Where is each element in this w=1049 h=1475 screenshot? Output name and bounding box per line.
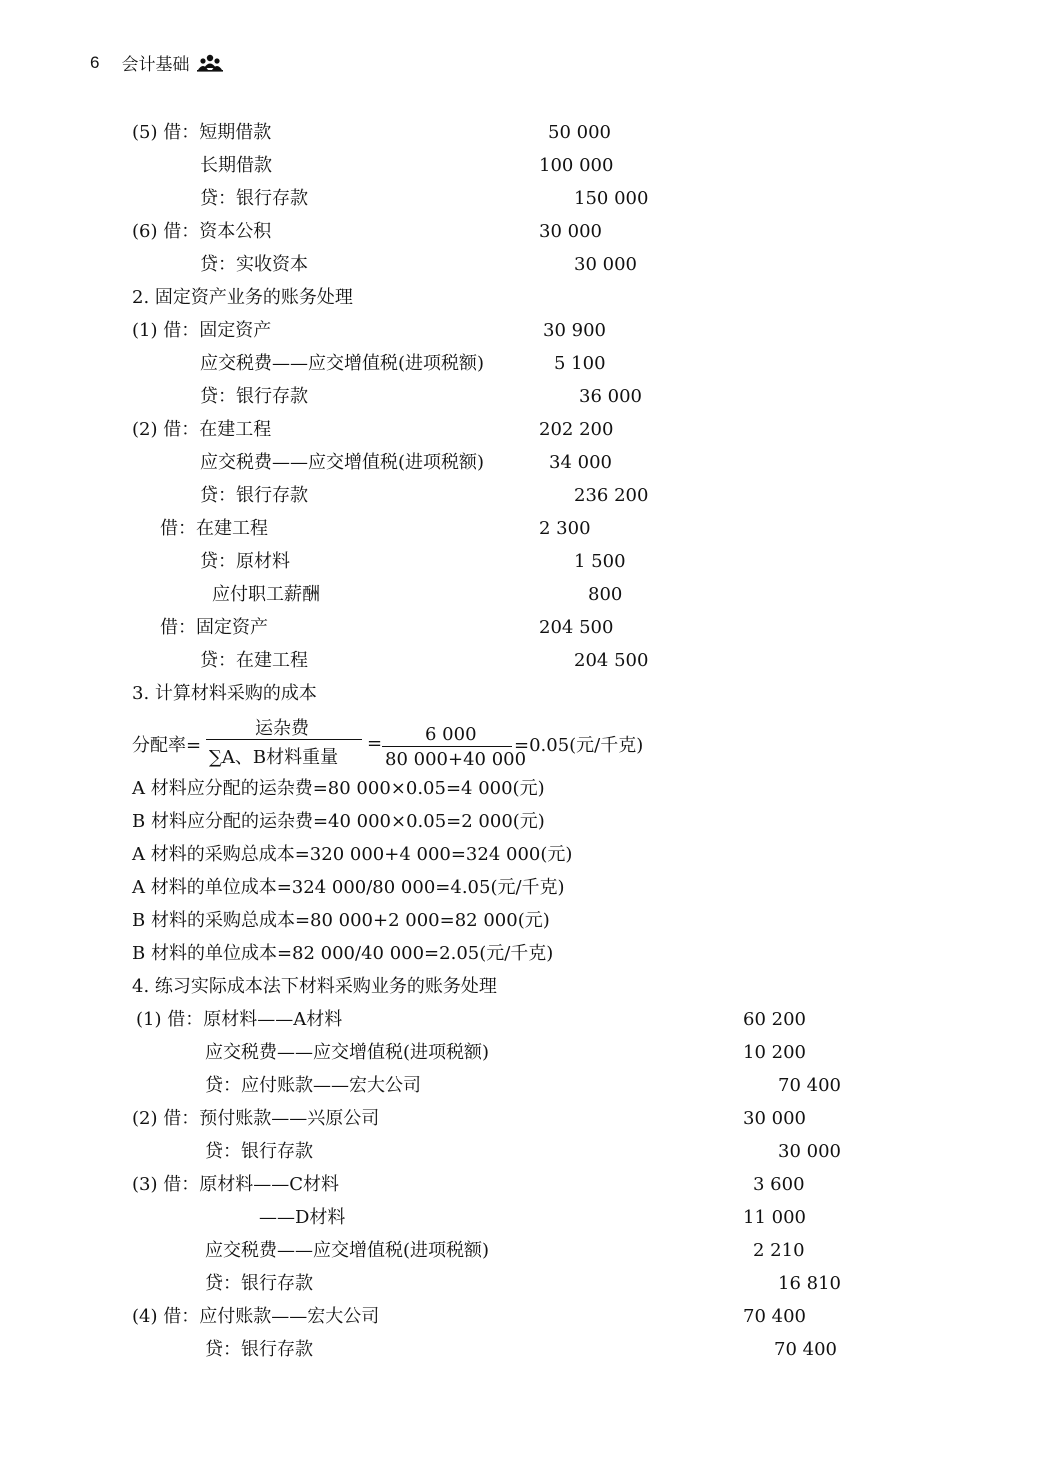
amount: 30 000 [743,1108,806,1129]
amount: 5 100 [554,353,606,374]
amount: 70 400 [778,1075,841,1096]
journal-line: 贷：银行存款 [200,188,308,209]
journal-line: 贷：应付账款——宏大公司 [205,1075,421,1096]
journal-line: (2) 借：在建工程 [132,419,272,440]
formula-denominator-2: 80 000+40 000 [385,749,527,770]
journal-line: (5) 借：短期借款 [132,122,272,143]
amount: 11 000 [743,1207,806,1228]
amount: 10 200 [743,1042,806,1063]
amount: 30 900 [543,320,606,341]
formula-result: =0.05(元/千克) [514,735,644,756]
journal-line: 贷：银行存款 [205,1339,313,1360]
amount: 30 000 [574,254,637,275]
journal-line: (6) 借：资本公积 [132,221,272,242]
amount: 60 200 [743,1009,806,1030]
amount: 202 200 [539,419,614,440]
people-icon [197,54,223,72]
amount: 2 300 [539,518,591,539]
calc-line: B 材料的采购总成本=80 000+2 000=82 000(元) [132,910,550,931]
amount: 34 000 [549,452,612,473]
amount: 70 400 [774,1339,837,1360]
journal-line: 应付职工薪酬 [212,584,320,605]
fraction-bar-1 [206,739,362,740]
journal-line: 应交税费——应交增值税(进项税额) [205,1240,490,1261]
journal-line: 贷：银行存款 [200,386,308,407]
amount: 16 810 [778,1273,841,1294]
journal-line: 贷：在建工程 [200,650,308,671]
amount: 236 200 [574,485,649,506]
journal-line: 贷：实收资本 [200,254,308,275]
page-number: 6 [90,52,100,72]
journal-line: (1) 借：固定资产 [132,320,272,341]
journal-line: (1) 借：原材料——A材料 [136,1009,343,1030]
amount: 3 600 [753,1174,805,1195]
formula-numerator-2: 6 000 [425,724,477,745]
journal-line: 应交税费——应交增值税(进项税额) [205,1042,490,1063]
journal-line: 借：固定资产 [160,617,268,638]
amount: 30 000 [778,1141,841,1162]
formula-numerator-1: 运杂费 [255,718,309,739]
amount: 50 000 [548,122,611,143]
fraction-bar-2 [382,746,512,747]
calc-line: A 材料的采购总成本=320 000+4 000=324 000(元) [132,844,573,865]
journal-line: 借：在建工程 [160,518,268,539]
formula-denominator-1: ∑A、B材料重量 [209,747,339,768]
amount: 70 400 [743,1306,806,1327]
journal-line: 贷：银行存款 [205,1273,313,1294]
journal-line: 应交税费——应交增值税(进项税额) [200,452,485,473]
amount: 204 500 [539,617,614,638]
calc-line: B 材料应分配的运杂费=40 000×0.05=2 000(元) [132,811,545,832]
amount: 150 000 [574,188,649,209]
journal-line: (4) 借：应付账款——宏大公司 [132,1306,380,1327]
page-header [90,50,223,75]
calc-line: A 材料应分配的运杂费=80 000×0.05=4 000(元) [132,778,545,799]
section-heading: 4. 练习实际成本法下材料采购业务的账务处理 [132,976,497,997]
book-title: 会计基础 [121,55,190,74]
amount: 30 000 [539,221,602,242]
amount: 1 500 [574,551,626,572]
journal-line: (3) 借：原材料——C材料 [132,1174,339,1195]
section-heading: 3. 计算材料采购的成本 [132,683,317,704]
amount: 800 [588,584,623,605]
formula-equals: = [367,733,383,754]
journal-line: 贷：原材料 [200,551,290,572]
amount: 100 000 [539,155,614,176]
journal-line: 长期借款 [200,155,272,176]
formula-lhs: 分配率= [132,735,202,756]
calc-line: B 材料的单位成本=82 000/40 000=2.05(元/千克) [132,943,554,964]
amount: 204 500 [574,650,649,671]
journal-line: 贷：银行存款 [205,1141,313,1162]
journal-line: 应交税费——应交增值税(进项税额) [200,353,485,374]
calc-line: A 材料的单位成本=324 000/80 000=4.05(元/千克) [132,877,565,898]
amount: 36 000 [579,386,642,407]
section-heading: 2. 固定资产业务的账务处理 [132,287,353,308]
journal-line: ——D材料 [259,1207,346,1228]
journal-line: 贷：银行存款 [200,485,308,506]
amount: 2 210 [753,1240,805,1261]
journal-line: (2) 借：预付账款——兴原公司 [132,1108,380,1129]
